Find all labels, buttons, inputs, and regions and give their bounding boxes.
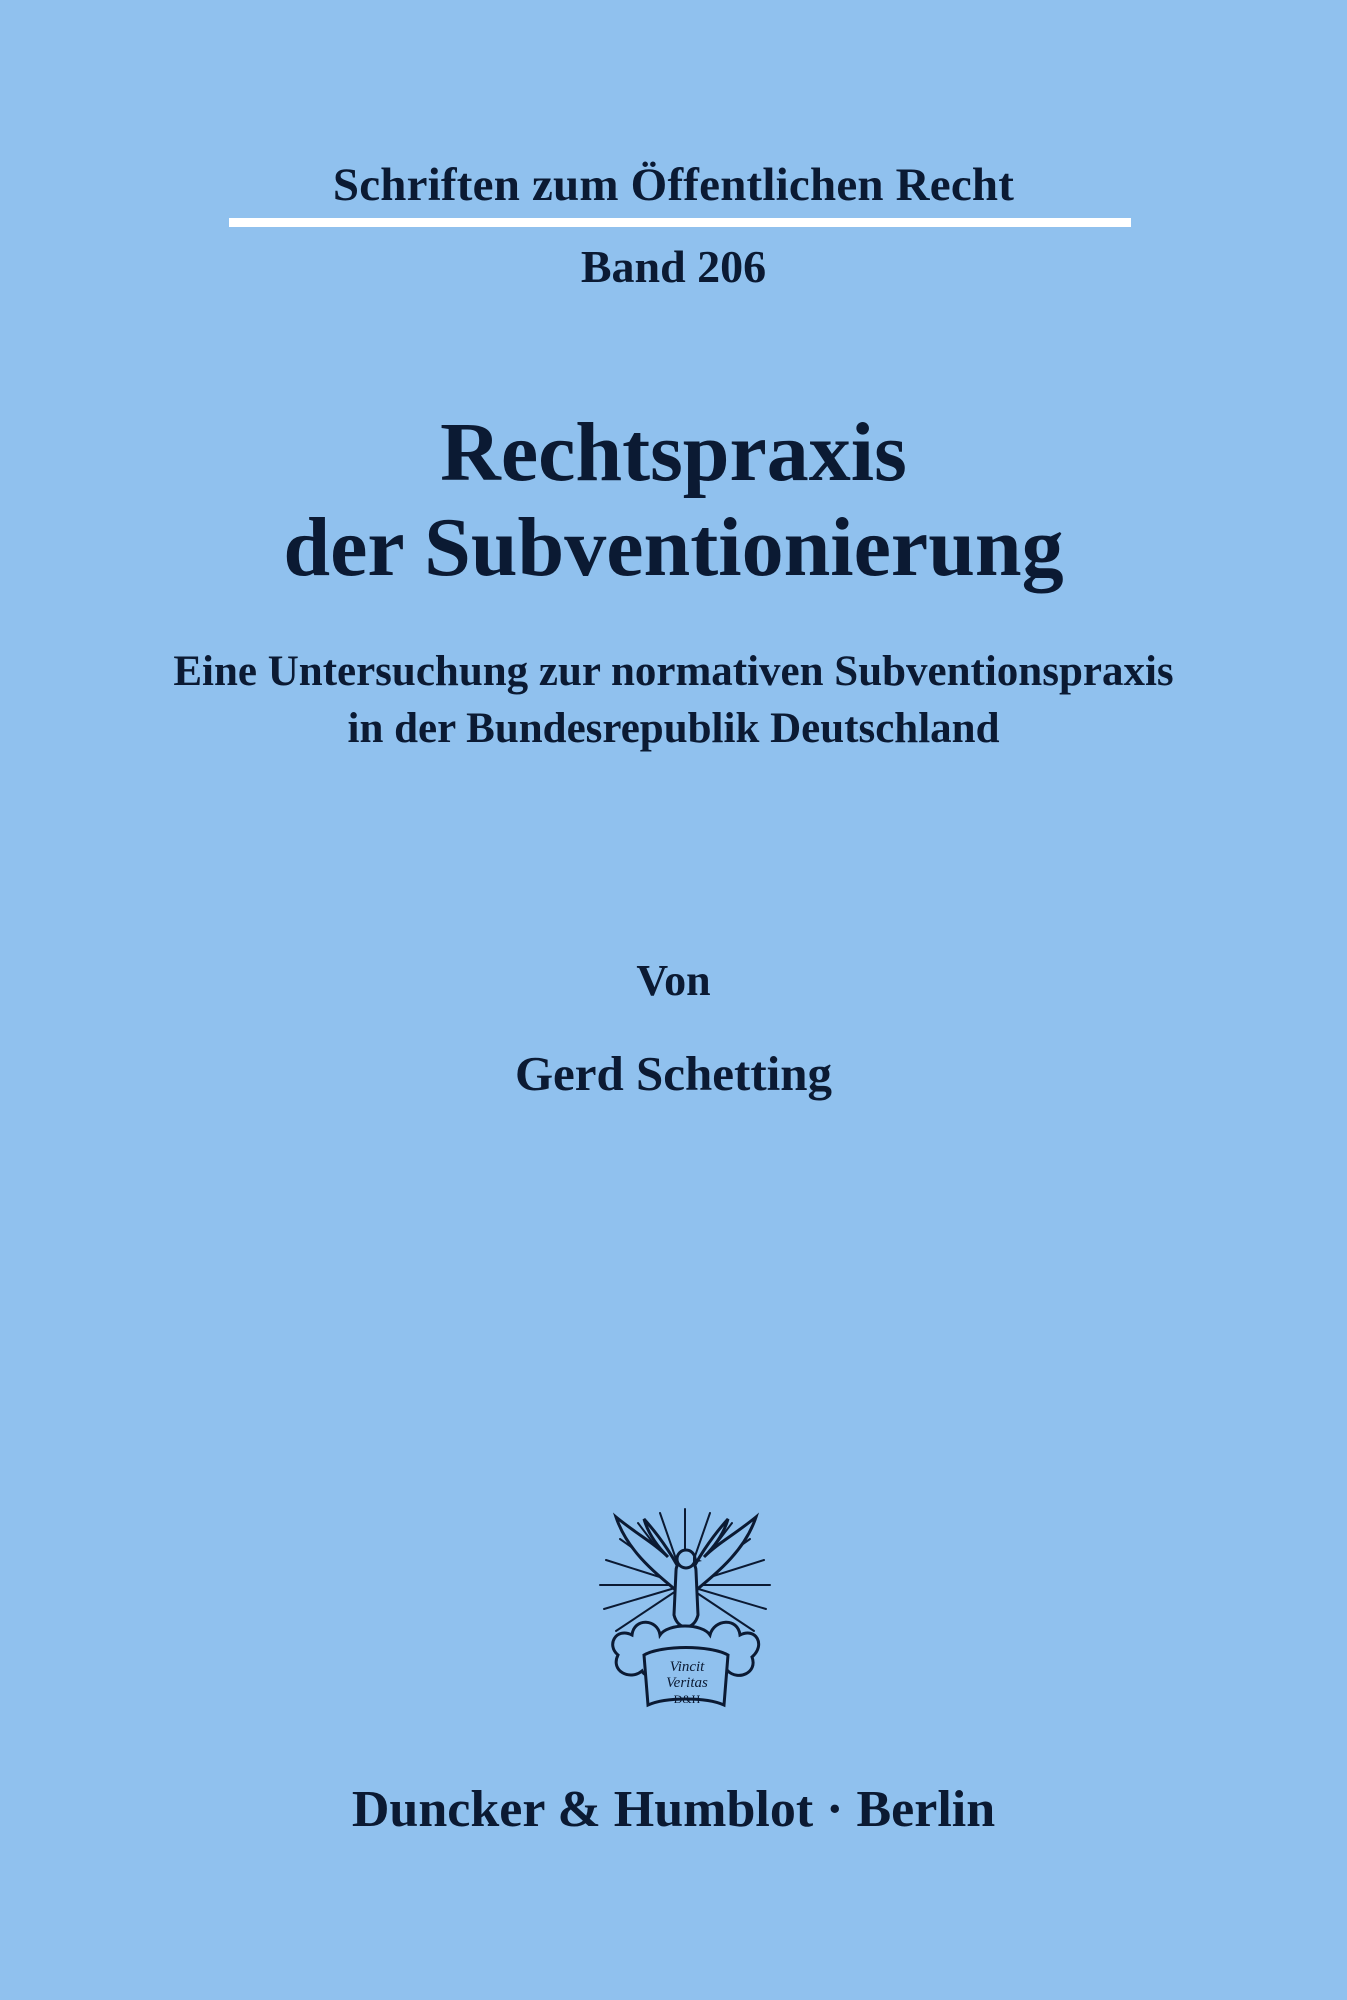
by-label: Von	[636, 956, 711, 1005]
book-title-line-1: Rechtspraxis	[440, 406, 907, 499]
logo-motto-line-2: Veritas	[666, 1675, 708, 1691]
book-subtitle	[0, 643, 1347, 757]
divider-rule	[229, 218, 1131, 227]
book-subtitle-line-1: Eine Untersuchung zur normativen Subventionspraxis	[173, 648, 1174, 695]
volume-number: Band 206	[580, 241, 767, 292]
logo-motto-line-1: Vincit	[669, 1659, 705, 1675]
phoenix-emblem-icon	[598, 1505, 772, 1725]
book-title	[0, 405, 1347, 595]
series-title: Schriften zum Öffentlichen Recht	[332, 159, 1015, 211]
book-subtitle-line-2: in der Bundesrepublik Deutschland	[347, 705, 1000, 752]
publisher-name: Duncker & Humblot · Berlin	[351, 1781, 996, 1838]
book-title-line-2: der Subventionierung	[283, 501, 1064, 594]
logo-monogram: D&H	[673, 1692, 701, 1706]
author-name: Gerd Schetting	[514, 1046, 833, 1101]
